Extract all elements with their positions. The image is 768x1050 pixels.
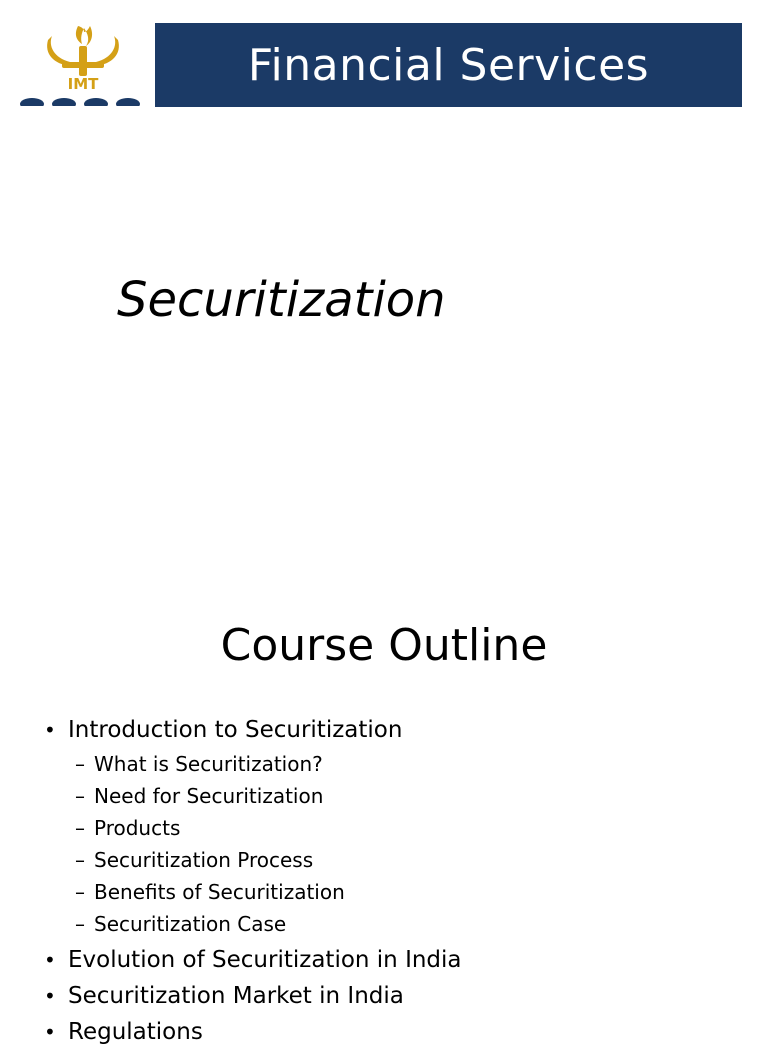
outline-item <box>44 978 744 1014</box>
outline-subitem-label: Products <box>94 816 181 840</box>
outline-item-label: Introduction to Securitization <box>68 717 403 743</box>
outline-subitem <box>44 844 744 876</box>
header-title: Financial Services <box>247 39 650 91</box>
outline-item <box>44 942 744 978</box>
outline-item-label: Regulations <box>68 1019 203 1045</box>
slide-title: Securitization <box>117 272 446 328</box>
outline-subitem-label: Benefits of Securitization <box>94 880 345 904</box>
dash-icon: – <box>75 816 85 840</box>
outline-item <box>44 1014 744 1050</box>
outline-subitem <box>44 876 744 908</box>
outline-heading: Course Outline <box>220 620 548 671</box>
outline-subitem <box>44 780 744 812</box>
outline-item <box>44 712 744 748</box>
outline-list <box>44 712 744 1050</box>
outline-subitem <box>44 908 744 940</box>
dash-icon: – <box>75 752 85 776</box>
bullet-icon: • <box>44 1020 56 1044</box>
dash-icon: – <box>75 848 85 872</box>
dash-icon: – <box>75 880 85 904</box>
outline-subitem <box>44 748 744 780</box>
bullet-icon: • <box>44 718 56 742</box>
dash-icon: – <box>75 784 85 808</box>
outline-subitem-label: Securitization Case <box>94 912 287 936</box>
bullet-icon: • <box>44 984 56 1008</box>
outline-subitem-label: What is Securitization? <box>94 752 323 776</box>
outline-subitem <box>44 812 744 844</box>
imt-logo-graphic <box>18 22 148 106</box>
outline-item-label: Securitization Market in India <box>68 983 404 1009</box>
outline-item-label: Evolution of Securitization in India <box>68 947 462 973</box>
header-banner <box>155 23 742 107</box>
bullet-icon: • <box>44 948 56 972</box>
logo-text: IMT <box>67 75 99 93</box>
outline-subitem-label: Securitization Process <box>94 848 314 872</box>
dash-icon: – <box>75 912 85 936</box>
outline-subitem-label: Need for Securitization <box>94 784 324 808</box>
imt-logo <box>18 22 148 106</box>
